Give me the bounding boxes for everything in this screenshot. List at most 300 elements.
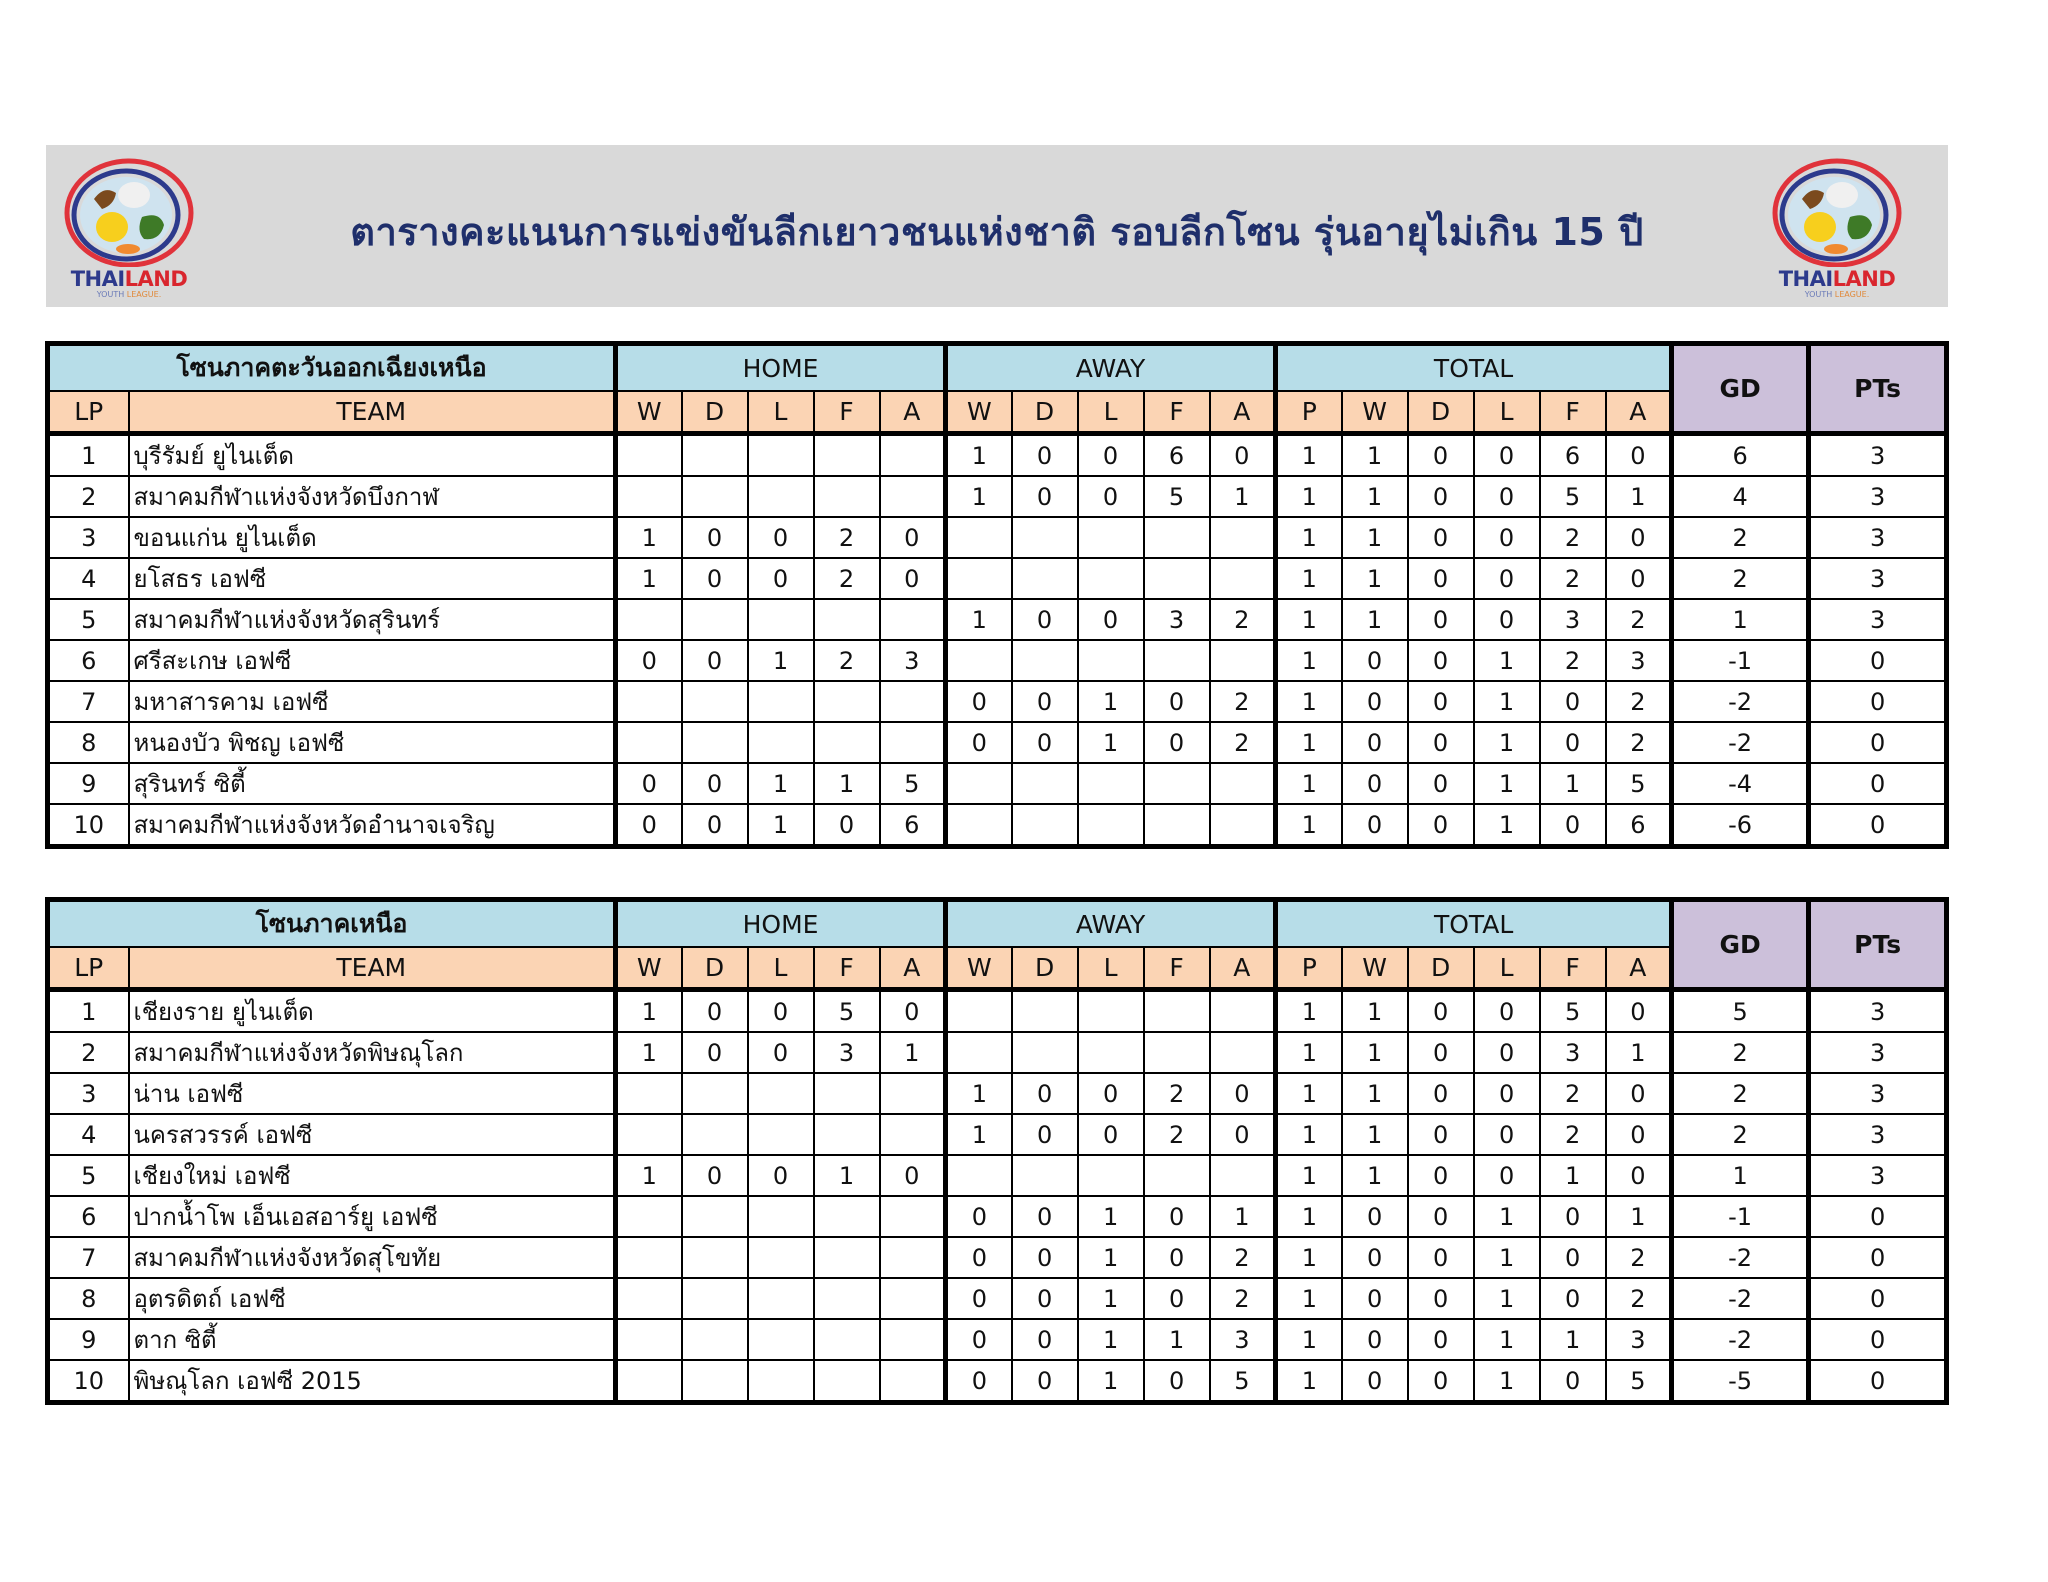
total-d-cell: 0 xyxy=(1408,1237,1474,1278)
standings-table-north xyxy=(45,897,1949,1405)
home-f-cell: 1 xyxy=(814,1155,880,1196)
goal-difference-cell: 6 xyxy=(1672,434,1809,477)
logo-subtitle xyxy=(54,290,204,299)
home-l-cell: 0 xyxy=(748,1032,814,1073)
total-p-cell: 1 xyxy=(1276,476,1342,517)
away-d-cell: 0 xyxy=(1012,599,1078,640)
goal-difference-cell: -2 xyxy=(1672,681,1809,722)
total-d-cell: 0 xyxy=(1408,722,1474,763)
away-f-cell xyxy=(1144,1032,1210,1073)
away-l-cell xyxy=(1078,558,1144,599)
page-title: ตารางคะแนนการแข่งขันลีกเยาวชนแห่งชาติ รอบลีกโซน รุ่นอายุไม่เกิน 15 ปี xyxy=(350,210,1644,254)
away-l-cell: 0 xyxy=(1078,1114,1144,1155)
home-a-cell: 0 xyxy=(880,558,946,599)
home-f-cell xyxy=(814,681,880,722)
away-d-cell: 0 xyxy=(1012,1319,1078,1360)
points-cell: 0 xyxy=(1809,1319,1947,1360)
home-d-cell: 0 xyxy=(682,558,748,599)
total-a-cell: 2 xyxy=(1606,599,1672,640)
table-row xyxy=(48,990,1947,1033)
home-d-cell xyxy=(682,1196,748,1237)
group-header-row xyxy=(48,344,1947,392)
rank-cell: 5 xyxy=(48,1155,129,1196)
team-name-cell: สุรินทร์ ซิตี้ xyxy=(129,763,616,804)
away-d-cell: 0 xyxy=(1012,1073,1078,1114)
away-l-cell xyxy=(1078,763,1144,804)
team-name-cell: ยโสธร เอฟซี xyxy=(129,558,616,599)
away-w-cell: 0 xyxy=(946,1360,1012,1403)
total-l-cell: 0 xyxy=(1474,1073,1540,1114)
total-f-cell: 2 xyxy=(1540,640,1606,681)
total-w-cell: 1 xyxy=(1342,558,1408,599)
home-w-cell xyxy=(616,1196,682,1237)
points-cell: 3 xyxy=(1809,1073,1947,1114)
total-f-cell: 0 xyxy=(1540,1360,1606,1403)
away-l-cell xyxy=(1078,640,1144,681)
logo-word-thai: THAI xyxy=(70,267,125,291)
home-a-cell: 0 xyxy=(880,990,946,1033)
away-d-cell: 0 xyxy=(1012,1360,1078,1403)
total-f-header: F xyxy=(1540,391,1606,434)
away-a-cell: 5 xyxy=(1210,1360,1276,1403)
total-f-cell: 0 xyxy=(1540,804,1606,847)
home-w-cell: 0 xyxy=(616,640,682,681)
total-p-cell: 1 xyxy=(1276,1360,1342,1403)
table-row xyxy=(48,558,1947,599)
total-p-cell: 1 xyxy=(1276,763,1342,804)
total-p-cell: 1 xyxy=(1276,1278,1342,1319)
home-d-cell xyxy=(682,1073,748,1114)
total-w-cell: 1 xyxy=(1342,1073,1408,1114)
home-l-cell xyxy=(748,476,814,517)
total-d-header: D xyxy=(1408,391,1474,434)
total-w-cell: 0 xyxy=(1342,640,1408,681)
goal-difference-cell: -1 xyxy=(1672,640,1809,681)
total-p-cell: 1 xyxy=(1276,1073,1342,1114)
away-f-cell: 0 xyxy=(1144,1360,1210,1403)
total-a-cell: 2 xyxy=(1606,681,1672,722)
home-l-cell: 0 xyxy=(748,1155,814,1196)
team-name-cell: ตาก ซิตี้ xyxy=(129,1319,616,1360)
total-d-cell: 0 xyxy=(1408,1114,1474,1155)
away-w-cell: 1 xyxy=(946,434,1012,477)
home-a-cell xyxy=(880,1319,946,1360)
away-l-cell: 0 xyxy=(1078,1073,1144,1114)
home-w-cell: 1 xyxy=(616,558,682,599)
away-d-cell: 0 xyxy=(1012,722,1078,763)
away-a-cell: 1 xyxy=(1210,476,1276,517)
away-w-cell: 1 xyxy=(946,599,1012,640)
team-name-cell: ปากน้ำโพ เอ็นเอสอาร์ยู เอฟซี xyxy=(129,1196,616,1237)
total-f-cell: 2 xyxy=(1540,517,1606,558)
points-cell: 3 xyxy=(1809,434,1947,477)
home-l-header: L xyxy=(748,947,814,990)
total-w-header: W xyxy=(1342,391,1408,434)
home-l-cell xyxy=(748,1360,814,1403)
away-d-cell xyxy=(1012,558,1078,599)
home-f-cell: 1 xyxy=(814,763,880,804)
rank-cell: 2 xyxy=(48,476,129,517)
points-cell: 3 xyxy=(1809,476,1947,517)
logo-word-thai: THAI xyxy=(1778,267,1833,291)
away-w-cell: 1 xyxy=(946,1073,1012,1114)
home-l-cell xyxy=(748,599,814,640)
logo-word-land: LAND xyxy=(124,267,188,291)
home-d-cell xyxy=(682,434,748,477)
away-a-cell xyxy=(1210,517,1276,558)
home-a-cell: 5 xyxy=(880,763,946,804)
table-row xyxy=(48,434,1947,477)
goal-difference-cell: 2 xyxy=(1672,558,1809,599)
total-d-cell: 0 xyxy=(1408,640,1474,681)
total-f-cell: 6 xyxy=(1540,434,1606,477)
home-d-cell: 0 xyxy=(682,804,748,847)
goal-difference-cell: -2 xyxy=(1672,1319,1809,1360)
home-w-cell xyxy=(616,1073,682,1114)
team-name-cell: นครสวรรค์ เอฟซี xyxy=(129,1114,616,1155)
total-p-cell: 1 xyxy=(1276,1114,1342,1155)
home-f-cell xyxy=(814,722,880,763)
total-d-cell: 0 xyxy=(1408,1032,1474,1073)
total-w-cell: 1 xyxy=(1342,476,1408,517)
away-l-cell: 1 xyxy=(1078,1196,1144,1237)
points-cell: 3 xyxy=(1809,1032,1947,1073)
away-f-cell: 3 xyxy=(1144,599,1210,640)
away-w-cell: 1 xyxy=(946,476,1012,517)
rank-cell: 7 xyxy=(48,1237,129,1278)
total-l-cell: 1 xyxy=(1474,804,1540,847)
rank-cell: 1 xyxy=(48,990,129,1033)
home-w-cell xyxy=(616,722,682,763)
home-a-cell xyxy=(880,476,946,517)
team-name-cell: บุรีรัมย์ ยูไนเต็ด xyxy=(129,434,616,477)
home-w-cell: 1 xyxy=(616,1032,682,1073)
table-row xyxy=(48,1114,1947,1155)
away-f-cell xyxy=(1144,804,1210,847)
home-w-cell: 0 xyxy=(616,763,682,804)
away-a-cell: 0 xyxy=(1210,1073,1276,1114)
total-f-cell: 2 xyxy=(1540,558,1606,599)
home-a-cell xyxy=(880,434,946,477)
home-f-cell xyxy=(814,1073,880,1114)
home-d-cell xyxy=(682,1360,748,1403)
away-d-cell: 0 xyxy=(1012,434,1078,477)
home-f-cell xyxy=(814,1196,880,1237)
total-l-cell: 1 xyxy=(1474,1196,1540,1237)
away-f-header: F xyxy=(1144,391,1210,434)
away-l-cell xyxy=(1078,1155,1144,1196)
home-f-cell: 0 xyxy=(814,804,880,847)
away-l-header: L xyxy=(1078,947,1144,990)
home-d-cell: 0 xyxy=(682,763,748,804)
goal-difference-cell: -2 xyxy=(1672,1237,1809,1278)
total-l-cell: 1 xyxy=(1474,681,1540,722)
total-a-cell: 0 xyxy=(1606,1073,1672,1114)
home-a-cell xyxy=(880,681,946,722)
lp-header: LP xyxy=(48,391,129,434)
total-f-cell: 0 xyxy=(1540,722,1606,763)
total-d-cell: 0 xyxy=(1408,599,1474,640)
total-l-header: L xyxy=(1474,947,1540,990)
pts-header: PTs xyxy=(1809,900,1947,990)
points-cell: 0 xyxy=(1809,640,1947,681)
away-l-cell: 0 xyxy=(1078,599,1144,640)
away-w-header: W xyxy=(946,947,1012,990)
total-l-cell: 1 xyxy=(1474,640,1540,681)
home-l-cell: 1 xyxy=(748,763,814,804)
home-l-cell: 0 xyxy=(748,517,814,558)
goal-difference-cell: 4 xyxy=(1672,476,1809,517)
table-row xyxy=(48,640,1947,681)
home-a-cell xyxy=(880,1278,946,1319)
table-row xyxy=(48,1073,1947,1114)
total-a-cell: 1 xyxy=(1606,1032,1672,1073)
home-group-header: HOME xyxy=(616,900,946,948)
away-a-cell: 0 xyxy=(1210,1114,1276,1155)
table-row xyxy=(48,1032,1947,1073)
team-name-cell: เชียงราย ยูไนเต็ด xyxy=(129,990,616,1033)
goal-difference-cell: 1 xyxy=(1672,1155,1809,1196)
home-l-cell xyxy=(748,1278,814,1319)
goal-difference-cell: -2 xyxy=(1672,1278,1809,1319)
points-cell: 3 xyxy=(1809,599,1947,640)
table-row xyxy=(48,763,1947,804)
total-w-cell: 0 xyxy=(1342,722,1408,763)
football-globe-icon xyxy=(1762,157,1912,267)
rank-cell: 8 xyxy=(48,722,129,763)
total-a-cell: 0 xyxy=(1606,434,1672,477)
home-w-header: W xyxy=(616,391,682,434)
team-name-cell: สมาคมกีฬาแห่งจังหวัดสุโขทัย xyxy=(129,1237,616,1278)
home-w-cell: 0 xyxy=(616,804,682,847)
total-group-header: TOTAL xyxy=(1276,344,1672,392)
away-a-header: A xyxy=(1210,391,1276,434)
home-d-cell xyxy=(682,1237,748,1278)
points-cell: 0 xyxy=(1809,763,1947,804)
rank-cell: 5 xyxy=(48,599,129,640)
points-cell: 3 xyxy=(1809,517,1947,558)
home-a-cell xyxy=(880,599,946,640)
away-a-cell xyxy=(1210,558,1276,599)
table-row xyxy=(48,681,1947,722)
total-p-cell: 1 xyxy=(1276,681,1342,722)
total-l-cell: 1 xyxy=(1474,722,1540,763)
rank-cell: 1 xyxy=(48,434,129,477)
goal-difference-cell: -2 xyxy=(1672,722,1809,763)
points-cell: 0 xyxy=(1809,804,1947,847)
total-d-cell: 0 xyxy=(1408,1319,1474,1360)
away-a-cell xyxy=(1210,804,1276,847)
total-d-cell: 0 xyxy=(1408,1196,1474,1237)
goal-difference-cell: 2 xyxy=(1672,1073,1809,1114)
team-name-cell: สมาคมกีฬาแห่งจังหวัดพิษณุโลก xyxy=(129,1032,616,1073)
total-w-cell: 1 xyxy=(1342,434,1408,477)
total-w-cell: 0 xyxy=(1342,1319,1408,1360)
home-a-cell xyxy=(880,722,946,763)
total-l-cell: 0 xyxy=(1474,476,1540,517)
away-group-header: AWAY xyxy=(946,900,1276,948)
total-w-cell: 0 xyxy=(1342,1360,1408,1403)
home-w-cell xyxy=(616,1278,682,1319)
away-w-cell: 0 xyxy=(946,681,1012,722)
total-w-cell: 0 xyxy=(1342,1237,1408,1278)
home-w-cell: 1 xyxy=(616,517,682,558)
home-a-cell xyxy=(880,1237,946,1278)
away-a-cell xyxy=(1210,640,1276,681)
away-a-cell: 3 xyxy=(1210,1319,1276,1360)
home-l-cell xyxy=(748,1237,814,1278)
away-a-cell: 2 xyxy=(1210,1237,1276,1278)
gd-header: GD xyxy=(1672,344,1809,434)
away-f-cell xyxy=(1144,558,1210,599)
home-w-cell xyxy=(616,1360,682,1403)
total-w-cell: 0 xyxy=(1342,804,1408,847)
away-l-cell xyxy=(1078,804,1144,847)
home-d-cell xyxy=(682,1319,748,1360)
logo-word-land: LAND xyxy=(1832,267,1896,291)
table-row xyxy=(48,1155,1947,1196)
total-d-cell: 0 xyxy=(1408,1278,1474,1319)
total-l-cell: 0 xyxy=(1474,558,1540,599)
logo-sub-league: LEAGUE. xyxy=(126,290,162,299)
away-f-cell: 0 xyxy=(1144,1278,1210,1319)
away-f-cell: 5 xyxy=(1144,476,1210,517)
table-row xyxy=(48,804,1947,847)
rank-cell: 9 xyxy=(48,763,129,804)
total-a-cell: 2 xyxy=(1606,1278,1672,1319)
away-d-cell: 0 xyxy=(1012,1237,1078,1278)
table-row xyxy=(48,599,1947,640)
table-row xyxy=(48,1278,1947,1319)
total-f-cell: 1 xyxy=(1540,1319,1606,1360)
away-d-cell xyxy=(1012,640,1078,681)
home-w-cell xyxy=(616,1237,682,1278)
away-w-cell xyxy=(946,763,1012,804)
away-w-cell xyxy=(946,640,1012,681)
total-a-header: A xyxy=(1606,947,1672,990)
home-w-cell xyxy=(616,1319,682,1360)
total-l-cell: 1 xyxy=(1474,1278,1540,1319)
total-f-cell: 5 xyxy=(1540,476,1606,517)
away-w-header: W xyxy=(946,391,1012,434)
total-w-cell: 0 xyxy=(1342,763,1408,804)
away-f-cell: 0 xyxy=(1144,722,1210,763)
goal-difference-cell: -1 xyxy=(1672,1196,1809,1237)
goal-difference-cell: -6 xyxy=(1672,804,1809,847)
table-row xyxy=(48,722,1947,763)
total-l-cell: 0 xyxy=(1474,1032,1540,1073)
away-w-cell xyxy=(946,804,1012,847)
total-p-cell: 1 xyxy=(1276,990,1342,1033)
away-a-cell: 0 xyxy=(1210,434,1276,477)
table-row xyxy=(48,1319,1947,1360)
total-a-cell: 0 xyxy=(1606,990,1672,1033)
home-f-header: F xyxy=(814,391,880,434)
away-l-cell xyxy=(1078,1032,1144,1073)
points-cell: 3 xyxy=(1809,1155,1947,1196)
logo-sub-league: LEAGUE. xyxy=(1834,290,1870,299)
away-f-cell: 6 xyxy=(1144,434,1210,477)
home-f-cell xyxy=(814,1114,880,1155)
total-l-cell: 1 xyxy=(1474,763,1540,804)
total-f-cell: 1 xyxy=(1540,1155,1606,1196)
home-d-cell: 0 xyxy=(682,640,748,681)
total-d-header: D xyxy=(1408,947,1474,990)
away-a-cell: 2 xyxy=(1210,722,1276,763)
away-l-cell xyxy=(1078,517,1144,558)
points-cell: 3 xyxy=(1809,990,1947,1033)
away-l-cell: 1 xyxy=(1078,1237,1144,1278)
home-l-cell xyxy=(748,1319,814,1360)
away-a-header: A xyxy=(1210,947,1276,990)
total-a-cell: 3 xyxy=(1606,640,1672,681)
away-w-cell: 0 xyxy=(946,1237,1012,1278)
total-a-cell: 2 xyxy=(1606,722,1672,763)
total-f-cell: 0 xyxy=(1540,1237,1606,1278)
total-d-cell: 0 xyxy=(1408,434,1474,477)
home-a-cell: 6 xyxy=(880,804,946,847)
rank-cell: 10 xyxy=(48,804,129,847)
away-w-cell: 1 xyxy=(946,1114,1012,1155)
team-name-cell: เชียงใหม่ เอฟซี xyxy=(129,1155,616,1196)
total-d-cell: 0 xyxy=(1408,1073,1474,1114)
home-f-cell: 2 xyxy=(814,558,880,599)
total-f-cell: 5 xyxy=(1540,990,1606,1033)
total-l-cell: 0 xyxy=(1474,434,1540,477)
away-d-cell xyxy=(1012,763,1078,804)
total-w-cell: 1 xyxy=(1342,1155,1408,1196)
group-header-row xyxy=(48,900,1947,948)
team-name-cell: สมาคมกีฬาแห่งจังหวัดอำนาจเจริญ xyxy=(129,804,616,847)
away-f-header: F xyxy=(1144,947,1210,990)
home-l-cell xyxy=(748,1114,814,1155)
home-a-cell xyxy=(880,1073,946,1114)
home-d-cell: 0 xyxy=(682,1155,748,1196)
team-name-cell: พิษณุโลก เอฟซี 2015 xyxy=(129,1360,616,1403)
total-w-cell: 1 xyxy=(1342,1032,1408,1073)
away-w-cell: 0 xyxy=(946,1319,1012,1360)
rank-cell: 10 xyxy=(48,1360,129,1403)
total-d-cell: 0 xyxy=(1408,681,1474,722)
column-header-row xyxy=(48,391,1947,434)
total-l-cell: 0 xyxy=(1474,517,1540,558)
home-f-cell xyxy=(814,434,880,477)
rank-cell: 7 xyxy=(48,681,129,722)
total-p-cell: 1 xyxy=(1276,1237,1342,1278)
goal-difference-cell: -4 xyxy=(1672,763,1809,804)
goal-difference-cell: -5 xyxy=(1672,1360,1809,1403)
rank-cell: 6 xyxy=(48,1196,129,1237)
total-a-cell: 6 xyxy=(1606,804,1672,847)
away-f-cell: 0 xyxy=(1144,1196,1210,1237)
away-w-cell xyxy=(946,1155,1012,1196)
team-name-cell: หนองบัว พิชญ เอฟซี xyxy=(129,722,616,763)
away-f-cell xyxy=(1144,990,1210,1033)
total-a-cell: 2 xyxy=(1606,1237,1672,1278)
team-name-cell: สมาคมกีฬาแห่งจังหวัดสุรินทร์ xyxy=(129,599,616,640)
table-row xyxy=(48,1360,1947,1403)
away-l-cell: 1 xyxy=(1078,1360,1144,1403)
away-l-cell: 0 xyxy=(1078,476,1144,517)
table-row xyxy=(48,1196,1947,1237)
home-group-header: HOME xyxy=(616,344,946,392)
home-f-header: F xyxy=(814,947,880,990)
home-a-cell xyxy=(880,1114,946,1155)
home-d-cell: 0 xyxy=(682,517,748,558)
table-row xyxy=(48,476,1947,517)
points-cell: 0 xyxy=(1809,1196,1947,1237)
zone-name: โซนภาคเหนือ xyxy=(48,900,616,948)
